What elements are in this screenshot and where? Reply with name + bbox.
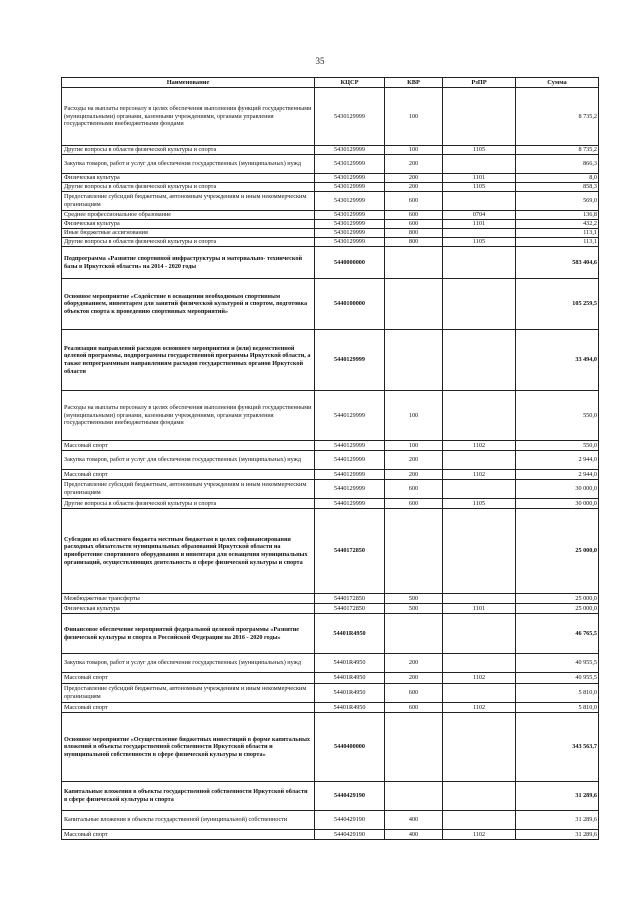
cell-name: Физическая культура [62,220,315,229]
cell-name: Другие вопросы в области физической культуры и спорта [62,146,315,155]
cell-rzpr [443,451,516,470]
cell-kvr: 200 [385,174,443,183]
cell-rzpr [443,247,516,279]
cell-sum: 31 289,6 [516,830,599,840]
table-row [62,713,599,782]
cell-kvr: 500 [385,604,443,614]
cell-kvr: 100 [385,88,443,146]
cell-kvr: 600 [385,480,443,499]
table-row [62,238,599,247]
cell-kcsr: 5430129999 [315,155,385,174]
cell-name: Субсидии из областного бюджета местным бюджетам в целях софинансирования расходных обязательств муниципальных образований Иркутской области на приобретение спортивного оборудования и инвентаря для оснащения муниципальных организаций, осуществляющих деятельность в сфере физической культуры и спорта [62,509,315,594]
cell-kvr: 200 [385,673,443,684]
cell-kvr: 100 [385,441,443,451]
cell-rzpr [443,614,516,654]
table-row [62,499,599,509]
cell-name: Основное мероприятие «Осуществление бюджетных инвестиций в форме капитальных вложений в объекты государственной собственности Иркутской области и муниципальной собственности в сфере физической культуры и спорта» [62,713,315,782]
cell-kvr: 200 [385,155,443,174]
cell-kvr: 600 [385,211,443,220]
cell-kcsr: 5440429190 [315,830,385,840]
cell-rzpr [443,391,516,441]
cell-kcsr: 5430129999 [315,211,385,220]
cell-name: Массовый спорт [62,703,315,713]
cell-rzpr: 1101 [443,220,516,229]
cell-kvr [385,614,443,654]
cell-rzpr [443,594,516,604]
cell-kcsr: 54401R4950 [315,654,385,673]
cell-sum: 8 735,2 [516,88,599,146]
cell-rzpr: 1102 [443,441,516,451]
table-row [62,88,599,146]
cell-sum: 5 810,0 [516,703,599,713]
table-row [62,183,599,192]
cell-sum: 46 765,5 [516,614,599,654]
cell-kcsr: 54401R4950 [315,703,385,713]
cell-kcsr: 5430129999 [315,238,385,247]
cell-rzpr [443,713,516,782]
cell-kvr: 800 [385,229,443,238]
cell-name: Закупка товаров, работ и услуг для обеспечения государственных (муниципальных) нужд [62,451,315,470]
cell-rzpr [443,480,516,499]
cell-kvr: 600 [385,499,443,509]
table-row [62,330,599,391]
cell-kcsr: 5430129999 [315,88,385,146]
cell-name: Финансовое обеспечение мероприятий федеральной целевой программы «Развитие физической культуры и спорта в Российской Федерации на 2016 - 2020 годы» [62,614,315,654]
cell-rzpr: 1102 [443,470,516,480]
cell-kcsr: 5430129999 [315,192,385,211]
cell-kcsr: 5440129999 [315,470,385,480]
cell-name: Предоставление субсидий бюджетным, автономным учреждениям и иным некоммерческим организациям [62,684,315,703]
table-header-row [62,78,599,88]
cell-kcsr: 5440129999 [315,330,385,391]
cell-name: Массовый спорт [62,673,315,684]
cell-sum: 40 955,5 [516,654,599,673]
cell-kvr: 600 [385,220,443,229]
cell-kvr: 500 [385,594,443,604]
cell-sum: 136,8 [516,211,599,220]
table-row [62,684,599,703]
cell-name: Другие вопросы в области физической культуры и спорта [62,499,315,509]
header-rzpr: РзПР [443,78,516,88]
cell-sum: 33 494,0 [516,330,599,391]
cell-name: Расходы на выплаты персоналу в целях обеспечения выполнения функций государственными (муниципальными) органами, казенными учреждениями, органами управления государственными внебюджетными фондами [62,391,315,441]
cell-kvr [385,247,443,279]
cell-kcsr: 5440172850 [315,594,385,604]
cell-sum: 432,2 [516,220,599,229]
cell-name: Физическая культура [62,604,315,614]
table-row [62,470,599,480]
cell-rzpr: 1102 [443,673,516,684]
cell-rzpr [443,279,516,330]
budget-table [61,77,599,840]
cell-rzpr [443,654,516,673]
cell-kcsr: 5440129999 [315,480,385,499]
cell-rzpr [443,509,516,594]
cell-kcsr: 5440172850 [315,604,385,614]
header-kvr: КВР [385,78,443,88]
cell-sum: 8 735,2 [516,146,599,155]
table-row [62,155,599,174]
cell-sum: 31 289,6 [516,811,599,830]
cell-sum: 30 000,0 [516,480,599,499]
cell-name: Подпрограмма «Развитие спортивной инфраструктуры и материально- технической базы в Иркутской области» на 2014 - 2020 годы [62,247,315,279]
table-row [62,604,599,614]
cell-kcsr: 5440129999 [315,441,385,451]
cell-kvr: 200 [385,654,443,673]
cell-kvr: 800 [385,238,443,247]
cell-name: Предоставление субсидий бюджетным, автономным учреждениям и иным некоммерческим организациям [62,480,315,499]
table-row [62,811,599,830]
cell-rzpr: 1105 [443,238,516,247]
cell-rzpr: 1101 [443,604,516,614]
cell-kcsr: 5440172850 [315,509,385,594]
cell-kvr: 400 [385,811,443,830]
cell-kcsr: 5430129999 [315,174,385,183]
table-row [62,594,599,604]
header-name: Наименование [62,78,315,88]
cell-kcsr: 5440100000 [315,279,385,330]
cell-sum: 2 944,0 [516,470,599,480]
cell-name: Массовый спорт [62,470,315,480]
cell-kvr [385,330,443,391]
cell-kvr [385,509,443,594]
table-row [62,247,599,279]
table-row [62,614,599,654]
cell-kcsr: 5440000000 [315,247,385,279]
cell-kcsr: 5440129999 [315,499,385,509]
cell-kvr: 600 [385,684,443,703]
cell-rzpr [443,330,516,391]
cell-name: Другие вопросы в области физической культуры и спорта [62,238,315,247]
cell-sum: 113,1 [516,229,599,238]
cell-rzpr [443,88,516,146]
table-row [62,673,599,684]
table-row [62,146,599,155]
cell-rzpr: 1105 [443,183,516,192]
header-kcsr: КЦСР [315,78,385,88]
cell-sum: 25 000,0 [516,509,599,594]
cell-name: Среднее профессиональное образование [62,211,315,220]
table-row [62,509,599,594]
cell-kvr [385,782,443,811]
cell-name: Физическая культура [62,174,315,183]
cell-rzpr [443,229,516,238]
cell-name: Межбюджетные трансферты [62,594,315,604]
table-row [62,441,599,451]
cell-kvr [385,279,443,330]
cell-sum: 25 000,0 [516,604,599,614]
cell-kcsr: 5440429190 [315,782,385,811]
cell-kvr: 200 [385,451,443,470]
cell-kcsr: 5440129999 [315,391,385,441]
table-row [62,211,599,220]
cell-sum: 31 289,6 [516,782,599,811]
cell-rzpr [443,782,516,811]
cell-sum: 583 404,6 [516,247,599,279]
cell-sum: 30 000,0 [516,499,599,509]
cell-rzpr: 1101 [443,174,516,183]
cell-sum: 866,3 [516,155,599,174]
table-row [62,654,599,673]
header-sum: Сумма [516,78,599,88]
table-row [62,229,599,238]
cell-kcsr: 5430129999 [315,146,385,155]
cell-name: Расходы на выплаты персоналу в целях обеспечения выполнения функций государственными (муниципальными) органами, казенными учреждениями, органами управления государственными внебюджетными фондами [62,88,315,146]
cell-sum: 113,1 [516,238,599,247]
cell-name: Другие вопросы в области физической культуры и спорта [62,183,315,192]
cell-name: Закупка товаров, работ и услуг для обеспечения государственных (муниципальных) нужд [62,654,315,673]
cell-rzpr: 1105 [443,499,516,509]
cell-name: Основное мероприятие «Содействие в оснащении необходимым спортивным оборудованием, инвентарем для занятий физической культурой и спортом, подготовка объектов спорта к проведению спортивных мероприятий» [62,279,315,330]
cell-sum: 858,3 [516,183,599,192]
table-row [62,220,599,229]
table-row [62,192,599,211]
cell-kvr: 100 [385,146,443,155]
cell-kcsr: 54401R4950 [315,673,385,684]
cell-rzpr: 1105 [443,146,516,155]
cell-name: Массовый спорт [62,830,315,840]
cell-sum: 105 259,5 [516,279,599,330]
table-row [62,480,599,499]
cell-sum: 40 955,5 [516,673,599,684]
cell-rzpr: 1102 [443,830,516,840]
cell-sum: 2 944,0 [516,451,599,470]
cell-kcsr: 5440400000 [315,713,385,782]
cell-sum: 8,0 [516,174,599,183]
table-row [62,391,599,441]
table-row [62,830,599,840]
table-row [62,174,599,183]
cell-rzpr [443,684,516,703]
cell-sum: 550,0 [516,441,599,451]
cell-kvr: 200 [385,470,443,480]
cell-kvr: 200 [385,183,443,192]
cell-name: Иные бюджетные ассигнования [62,229,315,238]
cell-sum: 569,0 [516,192,599,211]
cell-rzpr [443,811,516,830]
cell-kcsr: 5430129999 [315,229,385,238]
cell-kcsr: 5440129999 [315,451,385,470]
cell-sum: 343 563,7 [516,713,599,782]
table-row [62,782,599,811]
cell-name: Капитальные вложения в объекты государственной (муниципальной) собственности [62,811,315,830]
cell-name: Реализация направлений расходов основного мероприятия и (или) ведомственной целевой программы, подпрограммы государственной программы Иркутской области, а также непрограммным направлениям расходов государственных органов Иркутской области [62,330,315,391]
cell-name: Капитальные вложения в объекты государственной собственности Иркутской области в сфере физической культуры и спорта [62,782,315,811]
cell-kvr [385,713,443,782]
cell-name: Предоставление субсидий бюджетным, автономным учреждениям и иным некоммерческим организациям [62,192,315,211]
cell-sum: 5 810,0 [516,684,599,703]
cell-kvr: 100 [385,391,443,441]
cell-kcsr: 5440429190 [315,811,385,830]
cell-kvr: 600 [385,703,443,713]
cell-rzpr: 1102 [443,703,516,713]
cell-kvr: 600 [385,192,443,211]
cell-rzpr [443,155,516,174]
cell-sum: 25 000,0 [516,594,599,604]
table-row [62,451,599,470]
cell-rzpr [443,192,516,211]
page-number: 35 [315,56,325,66]
cell-name: Закупка товаров, работ и услуг для обеспечения государственных (муниципальных) нужд [62,155,315,174]
cell-kcsr: 5430129999 [315,183,385,192]
cell-kcsr: 54401R4950 [315,684,385,703]
cell-name: Массовый спорт [62,441,315,451]
cell-kcsr: 54401R4950 [315,614,385,654]
cell-sum: 550,0 [516,391,599,441]
table-row [62,703,599,713]
cell-kcsr: 5430129999 [315,220,385,229]
cell-rzpr: 0704 [443,211,516,220]
cell-kvr: 400 [385,830,443,840]
table-row [62,279,599,330]
